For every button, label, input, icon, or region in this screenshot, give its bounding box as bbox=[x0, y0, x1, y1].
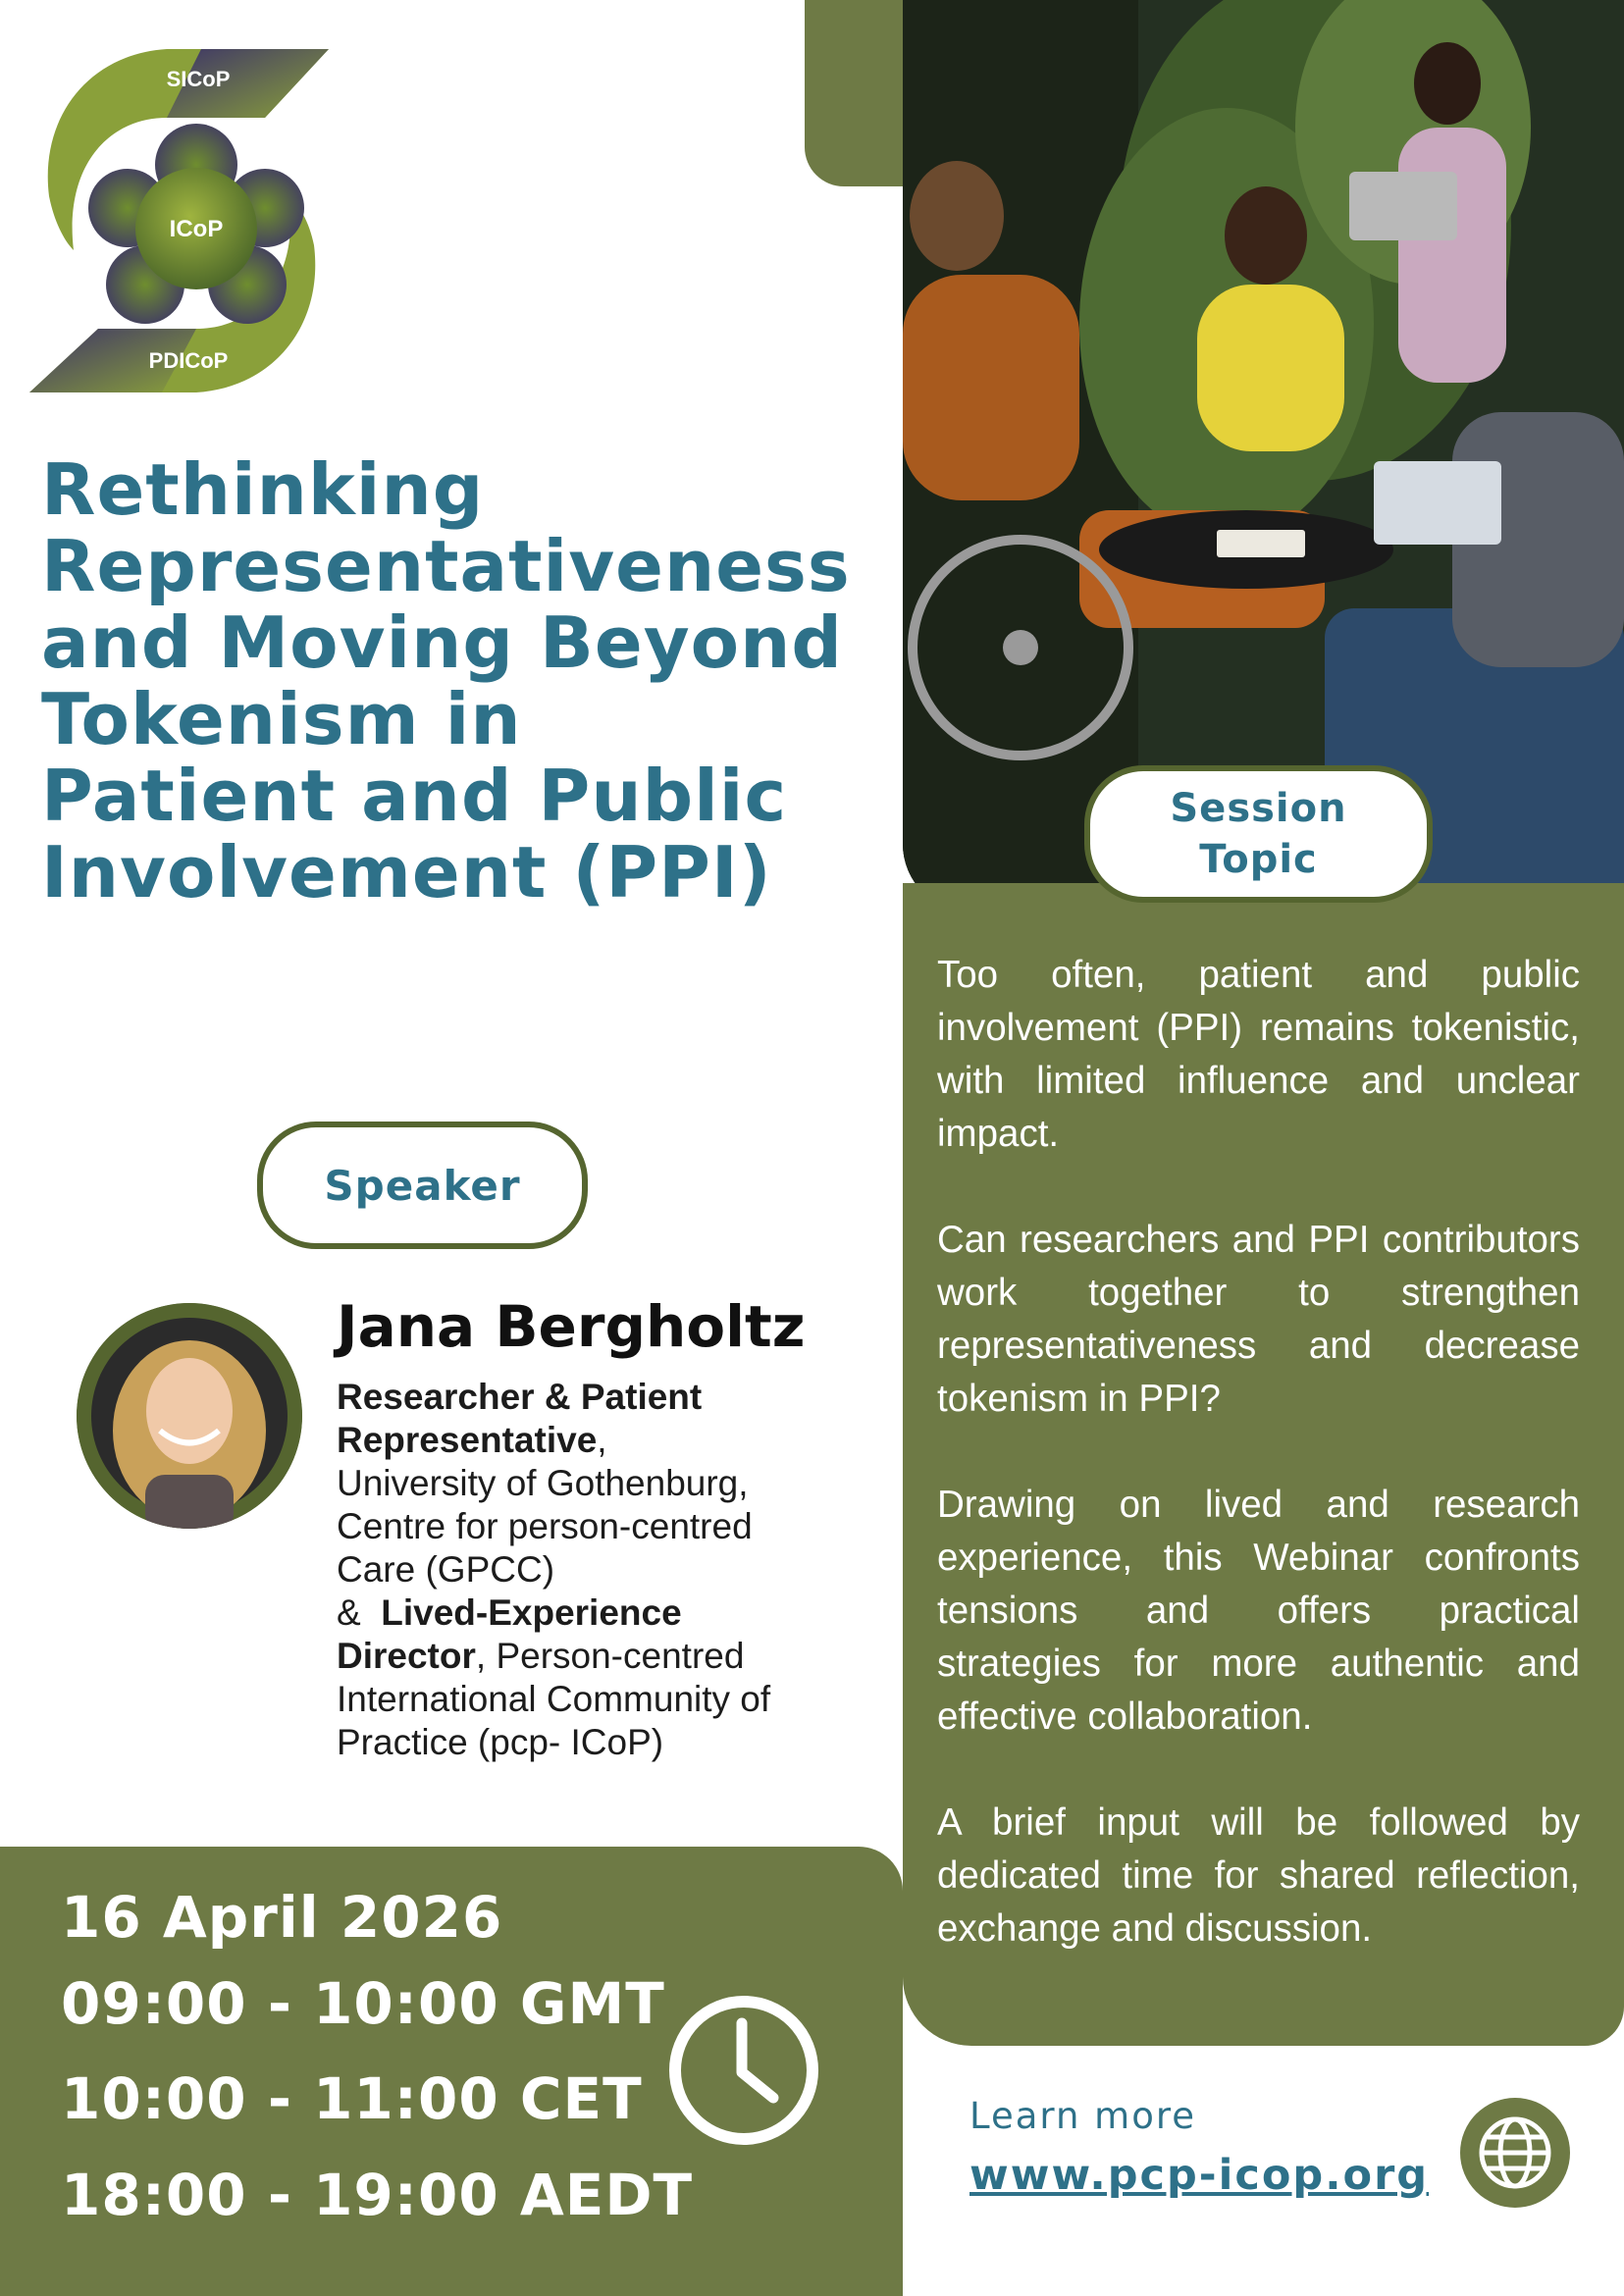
event-date: 16 April 2026 bbox=[61, 1884, 503, 1951]
session-paragraph: A brief input will be followed by dedicated time for shared reflection, exchange and discussion. bbox=[937, 1801, 1580, 1950]
logo-top-text: SICoP bbox=[166, 67, 231, 91]
speaker-affiliation: International Community of bbox=[337, 1679, 771, 1719]
learn-more-label: Learn more bbox=[969, 2095, 1197, 2137]
logo-bottom-text: PDICoP bbox=[148, 348, 229, 373]
speaker-badge: Speaker bbox=[257, 1122, 588, 1249]
title-line: Patient and Public bbox=[41, 755, 788, 837]
website-link[interactable]: www.pcp-icop.org bbox=[969, 2151, 1430, 2200]
title-line: Representativeness bbox=[41, 525, 851, 607]
speaker-role: Lived-Experience bbox=[381, 1592, 682, 1633]
speaker-affiliation: University of Gothenburg, bbox=[337, 1463, 749, 1503]
speaker-affiliation: Care (GPCC) bbox=[337, 1549, 555, 1590]
speaker-portrait bbox=[77, 1303, 302, 1529]
speaker-role: Researcher & Patient Representative bbox=[337, 1377, 703, 1460]
session-paragraph: Drawing on lived and research experience, this Webinar confronts tensions and offers practical strategies for more authentic and effective collaboration. bbox=[937, 1484, 1580, 1738]
punctuation: , bbox=[597, 1420, 607, 1460]
session-pill-line: Topic bbox=[1199, 837, 1318, 882]
speaker-name: Jana Bergholtz bbox=[337, 1293, 806, 1360]
clock-icon bbox=[665, 1992, 822, 2149]
title-line: and Moving Beyond bbox=[41, 601, 843, 684]
speaker-avatar bbox=[77, 1303, 302, 1529]
logo-center-text: ICoP bbox=[169, 216, 224, 242]
session-description bbox=[937, 949, 1580, 2009]
speaker-affiliation: , Person-centred bbox=[475, 1636, 745, 1676]
sicop-icop-pdicop-logo bbox=[29, 49, 363, 402]
title-line: Rethinking bbox=[41, 448, 485, 531]
title-line: Tokenism in bbox=[41, 678, 522, 760]
speaker-affiliation: Practice (pcp- ICoP) bbox=[337, 1722, 664, 1762]
event-time-cet: 10:00 - 11:00 CET bbox=[61, 2065, 643, 2132]
event-time-gmt: 09:00 - 10:00 GMT bbox=[61, 1970, 665, 2037]
session-pill-line: Session bbox=[1170, 786, 1347, 831]
session-paragraph: Can researchers and PPI contributors work together to strengthen representativeness and decrease tokenism in PPI? bbox=[937, 1219, 1580, 1420]
speaker-details bbox=[337, 1376, 866, 1764]
event-title bbox=[41, 448, 875, 913]
event-time-aedt: 18:00 - 19:00 AEDT bbox=[61, 2162, 694, 2228]
session-paragraph: Too often, patient and public involvement (PPI) remains tokenistic, with limited influence and unclear impact. bbox=[937, 954, 1580, 1155]
speaker-role: Director bbox=[337, 1636, 476, 1676]
globe-icon[interactable] bbox=[1460, 2098, 1570, 2208]
ampersand: & bbox=[337, 1592, 361, 1633]
speaker-affiliation: Centre for person-centred bbox=[337, 1506, 753, 1546]
session-topic-badge bbox=[1084, 765, 1433, 903]
title-line: Involvement (PPI) bbox=[41, 831, 772, 913]
